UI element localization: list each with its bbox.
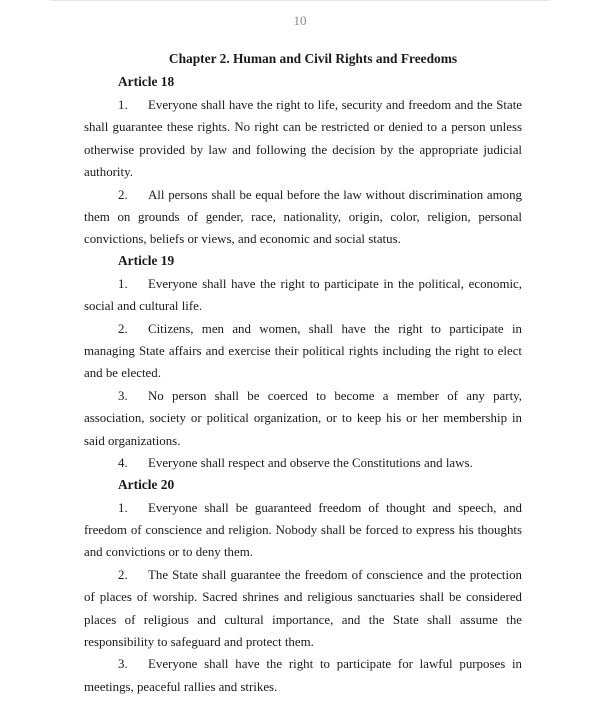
article-18 bbox=[84, 72, 522, 251]
article-19 bbox=[84, 251, 522, 475]
clause bbox=[84, 385, 522, 452]
clause-number: 4. bbox=[118, 456, 128, 471]
clause bbox=[84, 497, 522, 564]
clause bbox=[84, 564, 522, 654]
clause-number: 2. bbox=[118, 321, 128, 336]
clause-number: 2. bbox=[118, 567, 128, 582]
clause bbox=[84, 653, 522, 698]
clause-number: 1. bbox=[118, 500, 128, 515]
clause-number: 1. bbox=[118, 276, 128, 291]
clause-text: Everyone shall have the right to life, security and freedom and the State shall guarantee these rights. No right can be restricted or denied to a person unless otherwise provided by law and following the decision by the appropriate judicial authority. bbox=[84, 98, 522, 180]
clause bbox=[84, 273, 522, 318]
clause bbox=[84, 318, 522, 385]
clause bbox=[84, 184, 522, 251]
page-number: 10 bbox=[293, 13, 307, 28]
clause bbox=[84, 452, 522, 474]
clause-text: The State shall guarantee the freedom of conscience and the protection of places of worship. Sacred shrines and religious sanctuaries shall be considered places of religious and cultural importance, and the State shall assume the responsibility to safeguard and protect them. bbox=[84, 567, 522, 649]
clause-text: Citizens, men and women, shall have the right to participate in managing State affairs and exercise their political rights including the right to elect and be elected. bbox=[84, 321, 522, 381]
clause bbox=[84, 94, 522, 184]
page-top-border bbox=[50, 0, 550, 1]
clause-text: No person shall be coerced to become a member of any party, association, society or political organization, or to keep his or her membership in said organizations. bbox=[84, 388, 522, 448]
article-heading: Article 19 bbox=[118, 252, 175, 268]
clause-text: Everyone shall respect and observe the Constitutions and laws. bbox=[148, 456, 473, 471]
chapter-title: Chapter 2. Human and Civil Rights and Freedoms bbox=[168, 51, 458, 66]
article-heading: Article 18 bbox=[118, 74, 175, 89]
article-20 bbox=[84, 475, 522, 699]
clause-number: 1. bbox=[118, 98, 128, 112]
document-body bbox=[84, 49, 522, 698]
clause-text: Everyone shall have the right to participate for lawful purposes in meetings, peaceful rallies and strikes. bbox=[84, 657, 522, 694]
clause-number: 2. bbox=[118, 187, 128, 202]
clause-text: Everyone shall have the right to participate in the political, economic, social and cultural life. bbox=[84, 276, 522, 314]
clause-text: Everyone shall be guaranteed freedom of thought and speech, and freedom of conscience and religion. Nobody shall be forced to express his thoughts and convictions or to deny them. bbox=[84, 500, 522, 560]
clause-number: 3. bbox=[118, 657, 128, 672]
article-heading: Article 20 bbox=[118, 476, 175, 492]
clause-text: All persons shall be equal before the law without discrimination among them on grounds of gender, race, nationality, origin, color, religion, personal convictions, beliefs or views, and economic and social status. bbox=[84, 187, 522, 247]
clause-number: 3. bbox=[118, 388, 128, 403]
